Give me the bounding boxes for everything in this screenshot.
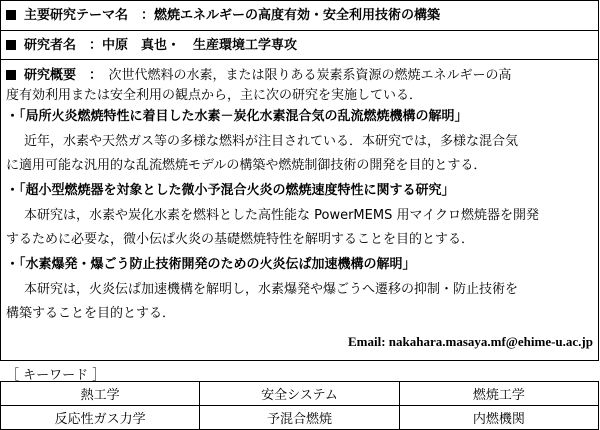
researcher-line bbox=[6, 37, 297, 54]
contact-email[interactable]: Email: nakahara.masaya.mf@ehime-u.ac.jp bbox=[347, 334, 593, 349]
keyword-cell: 予混合燃焼 bbox=[200, 406, 399, 430]
theme-line bbox=[6, 7, 440, 24]
keyword-cell: 反応性ガス力学 bbox=[1, 406, 200, 430]
square-bullet-icon bbox=[6, 40, 16, 50]
summary-intro-2: 度有効利用または安全利用の観点から，主に次の研究を実施している． bbox=[6, 88, 423, 103]
topic-1-line-1: 近年，水素や天然ガス等の多様な燃料が注目されている．本研究では，多様な混合気 bbox=[24, 134, 519, 149]
table-row bbox=[1, 406, 599, 430]
keywords-heading: ［ キーワード ］ bbox=[6, 368, 106, 383]
square-bullet-icon bbox=[6, 70, 16, 80]
keyword-cell: 内燃機関 bbox=[399, 406, 598, 430]
topic-2-line-2: するために必要な，微小伝ぱ火炎の基礎燃焼特性を解明することを目的とする． bbox=[6, 232, 475, 247]
researcher-row bbox=[1, 31, 598, 60]
summary-intro-1: 次世代燃料の水素，または限りある炭素系資源の燃焼エネルギーの高 bbox=[108, 68, 512, 83]
researcher-label: 研究者名 bbox=[24, 38, 77, 53]
topic-3-title: ・「水素爆発・爆ごう防止技術開発のための火炎伝ぱ加速機構の解明」 bbox=[6, 257, 416, 272]
summary-intro-line-1 bbox=[6, 67, 512, 84]
topic-3-line-1: 本研究は，火炎伝ぱ加速機構を解明し，水素爆発や爆ごうへ遷移の抑制・防止技術を bbox=[24, 282, 519, 297]
topic-3-line-2: 構築することを目的とする． bbox=[6, 306, 176, 321]
keywords-table bbox=[0, 381, 599, 430]
topic-1-title: ・「局所火炎燃焼特性に着目した水素－炭化水素混合気の乱流燃焼機構の解明」 bbox=[6, 109, 468, 124]
keyword-cell: 安全システム bbox=[200, 382, 399, 406]
theme-row bbox=[1, 1, 598, 31]
table-row bbox=[1, 382, 599, 406]
keyword-cell: 熱工学 bbox=[1, 382, 200, 406]
summary-label: 研究概要 ： bbox=[24, 68, 96, 83]
theme-value: ：燃焼エネルギーの高度有効・安全利用技術の構築 bbox=[141, 8, 441, 23]
researcher-value: ：中原 真也・ 生産環境工学専攻 bbox=[89, 38, 298, 53]
topic-2-line-1: 本研究は，水素や炭化水素を燃料とした高性能な PowerMEMS 用マイクロ燃焼器を開発 bbox=[24, 208, 539, 223]
topic-1-line-2: に適用可能な汎用的な乱流燃焼モデルの構築や燃焼制御技術の開発を目的とする． bbox=[6, 158, 487, 173]
topic-2-title: ・「超小型燃焼器を対象とした微小予混合火炎の燃焼速度特性に関する研究」 bbox=[6, 183, 455, 198]
square-bullet-icon bbox=[6, 10, 16, 20]
theme-label: 主要研究テーマ名 bbox=[24, 8, 129, 23]
keyword-cell: 燃焼工学 bbox=[399, 382, 598, 406]
